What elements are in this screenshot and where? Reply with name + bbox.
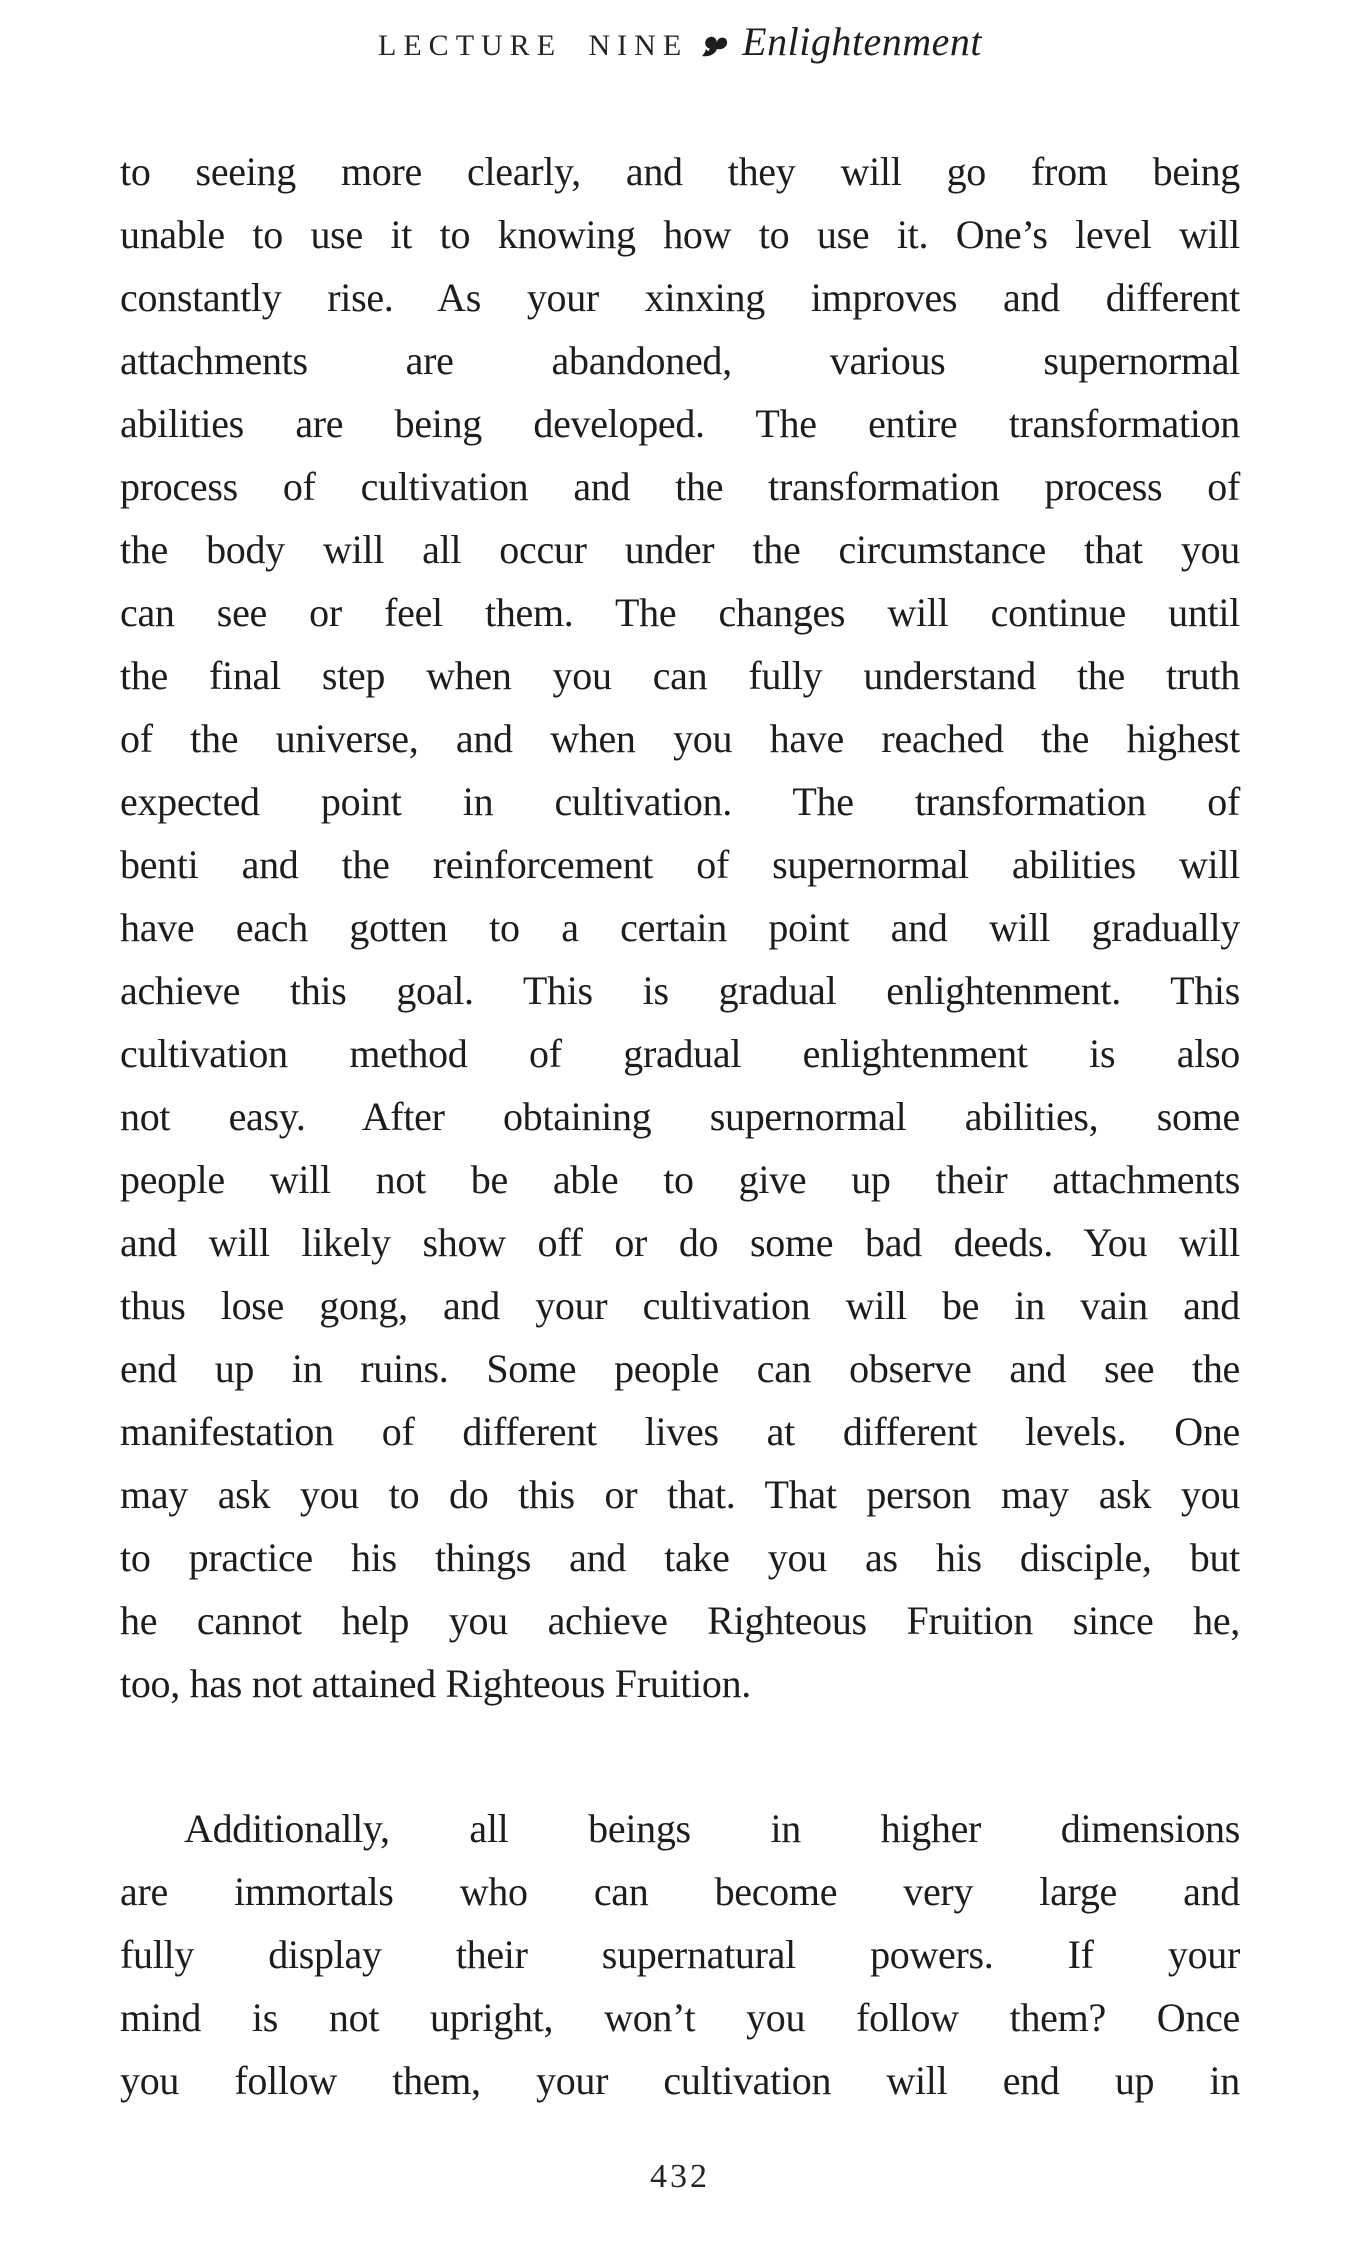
text-line: people will not be able to give up their attachments bbox=[120, 1157, 1240, 1202]
chapter-title: Enlightenment bbox=[742, 19, 982, 64]
text-line: end up in ruins. Some people can observe and see the bbox=[120, 1346, 1240, 1391]
text-line: the final step when you can fully understand the truth bbox=[120, 653, 1240, 698]
text-line: the body will all occur under the circumstance that you bbox=[120, 527, 1240, 572]
page-body bbox=[120, 140, 1240, 2112]
text-line: mind is not upright, won’t you follow them? Once bbox=[120, 1995, 1240, 2040]
text-line: to practice his things and take you as his disciple, but bbox=[120, 1535, 1240, 1580]
text-line: thus lose gong, and your cultivation will be in vain and bbox=[120, 1283, 1240, 1328]
text-line: he cannot help you achieve Righteous Fruition since he, bbox=[120, 1598, 1240, 1643]
text-line: too, has not attained Righteous Fruition. bbox=[120, 1661, 751, 1706]
text-line: are immortals who can become very large and bbox=[120, 1869, 1240, 1914]
text-line: cultivation method of gradual enlightenment is also bbox=[120, 1031, 1240, 1076]
text-line: process of cultivation and the transformation process of bbox=[120, 464, 1240, 509]
page-footer bbox=[0, 2158, 1360, 2196]
text-line: can see or feel them. The changes will continue until bbox=[120, 590, 1240, 635]
page-number: 432 bbox=[650, 2158, 710, 2195]
text-line: manifestation of different lives at different levels. One bbox=[120, 1409, 1240, 1454]
text-line: abilities are being developed. The entire transformation bbox=[120, 401, 1240, 446]
text-line: may ask you to do this or that. That person may ask you bbox=[120, 1472, 1240, 1517]
text-line: you follow them, your cultivation will end up in bbox=[120, 2058, 1240, 2103]
text-line: unable to use it to knowing how to use it. One’s level will bbox=[120, 212, 1240, 257]
text-line: Additionally, all beings in higher dimensions bbox=[184, 1806, 1240, 1851]
text-line: not easy. After obtaining supernormal abilities, some bbox=[120, 1094, 1240, 1139]
text-line: and will likely show off or do some bad deeds. You will bbox=[120, 1220, 1240, 1265]
paragraph bbox=[120, 1797, 1240, 2112]
running-header bbox=[0, 18, 1360, 65]
text-line: constantly rise. As your xinxing improves and different bbox=[120, 275, 1240, 320]
text-line: fully display their supernatural powers. If your bbox=[120, 1932, 1240, 1977]
text-line: of the universe, and when you have reached the highest bbox=[120, 716, 1240, 761]
hedera-leaf-icon bbox=[698, 30, 728, 60]
text-line: attachments are abandoned, various supernormal bbox=[120, 338, 1240, 383]
text-line: to seeing more clearly, and they will go from being bbox=[120, 149, 1240, 194]
lecture-label: LECTURE NINE bbox=[378, 29, 689, 62]
text-line: have each gotten to a certain point and will gradually bbox=[120, 905, 1240, 950]
text-line: benti and the reinforcement of supernormal abilities will bbox=[120, 842, 1240, 887]
text-line: achieve this goal. This is gradual enlightenment. This bbox=[120, 968, 1240, 1013]
paragraph bbox=[120, 140, 1240, 1715]
text-line: expected point in cultivation. The transformation of bbox=[120, 779, 1240, 824]
